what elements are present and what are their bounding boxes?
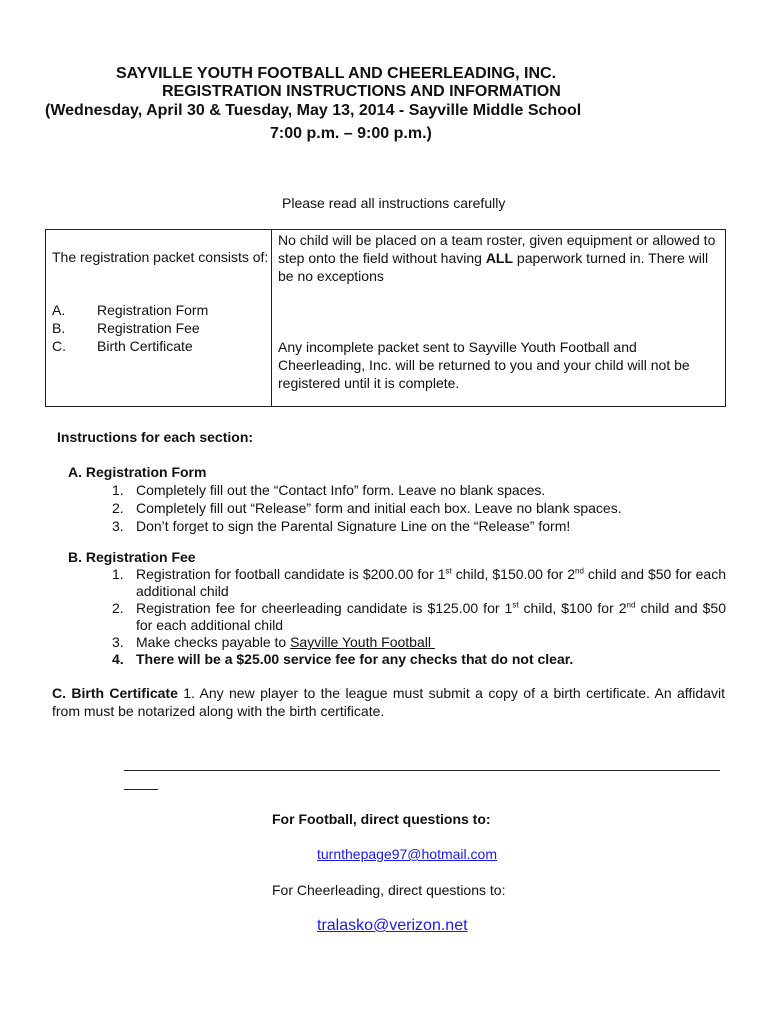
packet-consists-text: The registration packet consists of:: [52, 249, 269, 265]
packet-item-label: Registration Fee: [97, 320, 200, 336]
intro-text: Please read all instructions carefully: [282, 195, 506, 211]
packet-item-label: Birth Certificate: [97, 338, 193, 354]
packet-item-letter: B.: [52, 320, 66, 336]
roster-warning: [278, 231, 726, 285]
header-line-1: SAYVILLE YOUTH FOOTBALL AND CHEERLEADING, INC.: [116, 65, 557, 82]
football-contact-label: For Football, direct questions to:: [272, 811, 491, 827]
section-c-title: C. Birth Certificate: [52, 685, 178, 701]
signature-line: [124, 770, 720, 771]
roster-warning-b: paperwork turned in. There will be no exceptions: [278, 250, 709, 284]
section-a-list: [112, 481, 726, 535]
list-item: 2. Registration fee for cheerleading candidate is $125.00 for 1st child, $100 for 2nd child and $50 for each additional child: [112, 600, 726, 633]
list-item: 1. Completely fill out the “Contact Info” form. Leave no blank spaces.: [112, 482, 546, 498]
list-item: 4. There will be a $25.00 service fee for any checks that do not clear.: [112, 651, 574, 667]
packet-item-a: [52, 301, 208, 319]
instructions-heading: Instructions for each section:: [57, 429, 254, 445]
packet-item-c: [52, 337, 193, 355]
signature-line-short: [124, 789, 158, 790]
roster-warning-all: ALL: [485, 250, 514, 266]
section-c-text: 1. Any new player to the league must submit a copy of a birth certificate. An affidavit from must be notarized along with the birth certificate.: [52, 685, 725, 719]
section-c: [52, 684, 725, 720]
list-item: 1. Registration for football candidate is $200.00 for 1st child, $150.00 for 2nd child and $50 for each additional child: [112, 566, 726, 599]
list-item: 3. Make checks payable to Sayville Youth Football: [112, 634, 431, 650]
header-line-3: (Wednesday, April 30 & Tuesday, May 13, 2014 - Sayville Middle School: [45, 102, 582, 119]
packet-item-label: Registration Form: [97, 302, 209, 318]
packet-item-letter: C.: [52, 338, 66, 354]
roster-warning-a: No child will be placed on a team roster, given equipment or allowed to step onto the field without having: [278, 232, 716, 266]
packet-box-divider: [271, 229, 272, 407]
packet-item-letter: A.: [52, 302, 66, 318]
section-a-title: A. Registration Form: [68, 464, 207, 480]
payee-link: Sayville Youth Football: [290, 634, 431, 650]
header-line-4: 7:00 p.m. – 9:00 p.m.): [270, 125, 432, 142]
list-item: 3. Don’t forget to sign the Parental Signature Line on the “Release” form!: [112, 518, 571, 534]
packet-item-b: [52, 319, 200, 337]
section-b-list: [112, 566, 726, 668]
cheer-contact-label: For Cheerleading, direct questions to:: [272, 882, 506, 898]
header-line-2: REGISTRATION INSTRUCTIONS AND INFORMATION: [162, 83, 561, 100]
incomplete-packet-note: Any incomplete packet sent to Sayville Youth Football and Cheerleading, Inc. will be returned to you and your child will not be registered until it is complete.: [278, 339, 690, 391]
section-b-title: B. Registration Fee: [68, 549, 196, 565]
football-email-link[interactable]: turnthepage97@hotmail.com: [317, 846, 497, 862]
cheer-email-link[interactable]: tralasko@verizon.net: [317, 917, 468, 934]
list-item: 2. Completely fill out “Release” form and initial each box. Leave no blank spaces.: [112, 500, 622, 516]
